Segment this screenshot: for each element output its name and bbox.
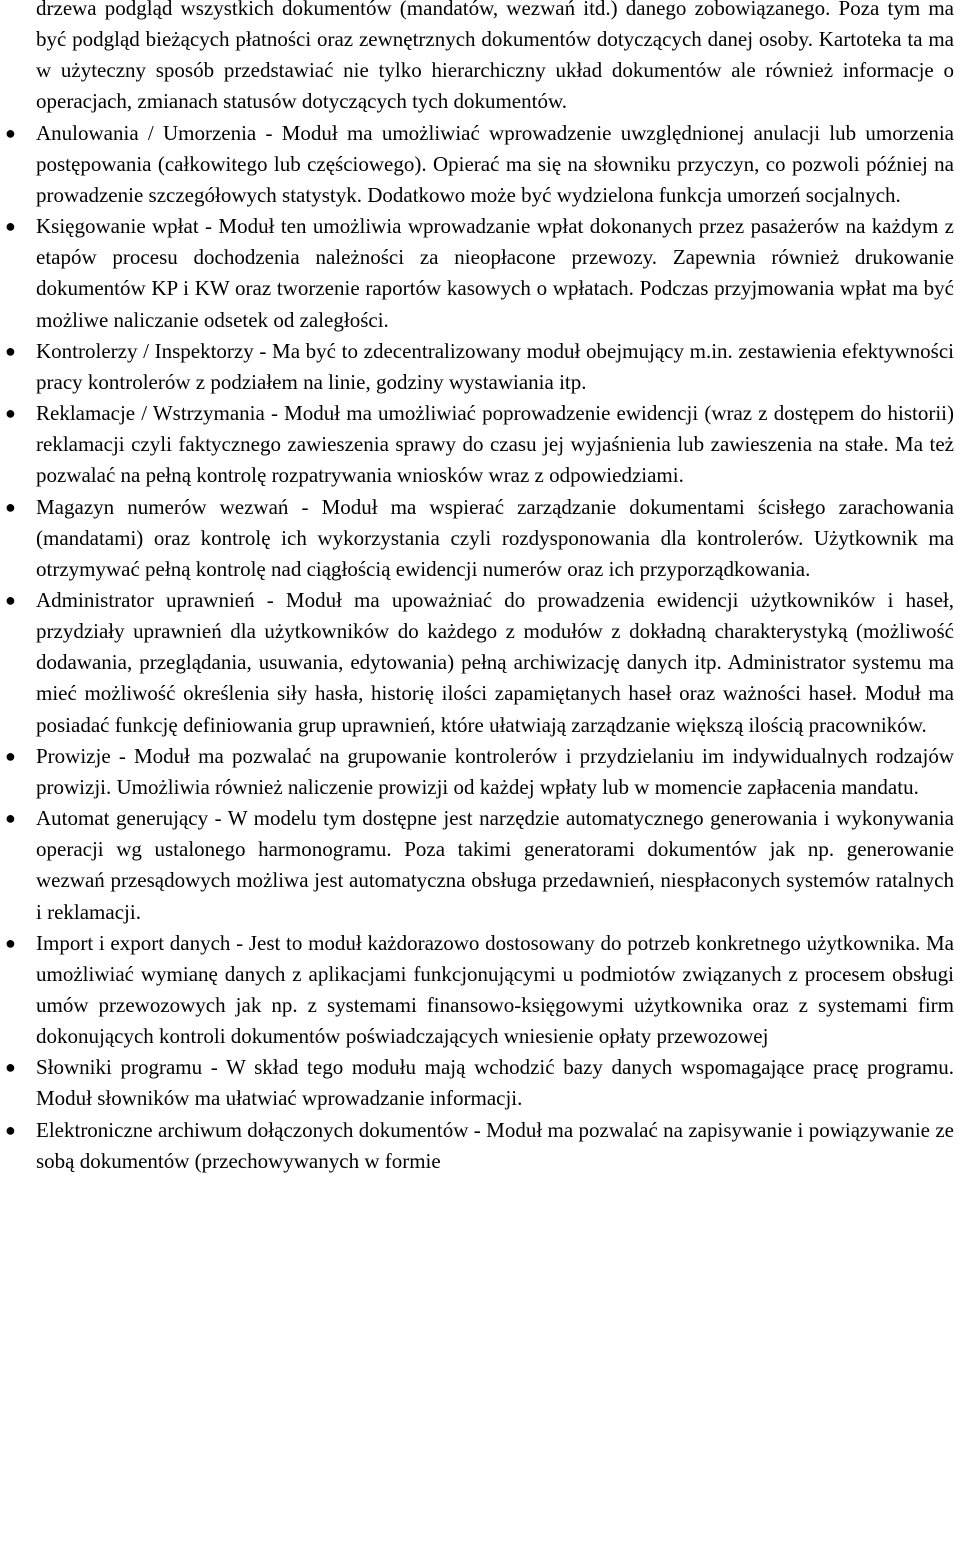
list-item-text: Magazyn numerów wezwań - Moduł ma wspierać zarządzanie dokumentami ścisłego zarachowania (mandatami) oraz kontrolę ich wykorzystania czyli rozdysponowania dla kontrolerów. Użytkownik ma otrzymywać pełną kontrolę nad ciągłością ewidencji numerów oraz ich przyporządkowania. xyxy=(36,494,954,581)
list-item-text: Import i export danych - Jest to moduł każdorazowo dostosowany do potrzeb konkretnego użytkownika. Ma umożliwiać wymianę danych z aplikacjami funkcjonującymi u podmiotów związanych z procesem obsługi umów przewozowych jak np. z systemami finansowo-księgowymi użytkownika oraz z systemami firm dokonujących kontroli dokumentów poświadczających wniesienie opłaty przewozowej xyxy=(36,930,954,1049)
bullet-icon: ● xyxy=(5,216,16,237)
list-item-kontrolerzy xyxy=(5,336,954,398)
bullet-icon: ● xyxy=(5,1119,16,1140)
bullet-icon: ● xyxy=(5,932,16,953)
list-item-administrator xyxy=(5,585,954,741)
list-item-slowniki xyxy=(5,1052,954,1114)
list-item-text: Kontrolerzy / Inspektorzy - Ma być to zdecentralizowany moduł obejmujący m.in. zestawienia efektywności pracy kontrolerów z podziałem na linie, godziny wystawiania itp. xyxy=(36,338,954,394)
bullet-icon: ● xyxy=(5,808,16,829)
list-item-text: Prowizje - Moduł ma pozwalać na grupowanie kontrolerów i przydzielaniu im indywidualnych rodzajów prowizji. Umożliwia również naliczenie prowizji od każdej wpłaty lub w momencie zapłacenia mandatu. xyxy=(36,743,954,799)
module-list xyxy=(5,118,954,1177)
bullet-icon: ● xyxy=(5,122,16,143)
intro-paragraph: drzewa podgląd wszystkich dokumentów (mandatów, wezwań itd.) danego zobowiązanego. Poza tym ma być podgląd bieżących płatności oraz zewnętrznych dokumentów dotyczących danej osoby. Kartoteka ta ma w użyteczny sposób przedstawiać nie tylko hierarchiczny układ dokumentów ale również informacje o operacjach, zmianach statusów dotyczących tych dokumentów. xyxy=(36,0,954,114)
list-item-prowizje xyxy=(5,741,954,803)
list-item-reklamacje xyxy=(5,398,954,491)
list-item-text: Elektroniczne archiwum dołączonych dokumentów - Moduł ma pozwalać na zapisywanie i powiązywanie ze sobą dokumentów (przechowywanych w formie xyxy=(36,1117,954,1173)
list-item-magazyn xyxy=(5,492,954,585)
list-item-text: Słowniki programu - W skład tego modułu mają wchodzić bazy danych wspomagające pracę programu. Moduł słowników ma ułatwiać wprowadzanie informacji. xyxy=(36,1055,954,1111)
bullet-icon: ● xyxy=(5,403,16,424)
bullet-icon: ● xyxy=(5,745,16,766)
list-item-automat xyxy=(5,803,954,928)
list-item-text: Anulowania / Umorzenia - Moduł ma umożliwiać wprowadzenie uwzględnionej anulacji lub umorzenia postępowania (całkowitego lub częściowego). Opierać ma się na słowniku przyczyn, co pozwoli później na prowadzenie szczegółowych statystyk. Dodatkowo może być wydzielona funkcja umorzeń socjalnych. xyxy=(36,120,954,207)
bullet-icon: ● xyxy=(5,496,16,517)
list-item-anulowania xyxy=(5,118,954,211)
bullet-icon: ● xyxy=(5,340,16,361)
bullet-icon: ● xyxy=(5,589,16,610)
list-item-archiwum xyxy=(5,1115,954,1177)
list-item-text: Administrator uprawnień - Moduł ma upoważniać do prowadzenia ewidencji użytkowników i haseł, przydziały uprawnień dla użytkowników do każdego z modułów z dokładną charakterystyką (możliwość dodawania, przeglądania, usuwania, edytowania) pełną archiwizację danych itp. Administrator systemu ma mieć możliwość określenia siły hasła, historię ilości zapamiętanych haseł oraz ważności haseł. Moduł ma posiadać funkcję definiowania grup uprawnień, które ułatwiają zarządzanie większą ilością pracowników. xyxy=(36,587,954,737)
list-item-text: Księgowanie wpłat - Moduł ten umożliwia wprowadzanie wpłat dokonanych przez pasażerów na każdym z etapów procesu dochodzenia należności za nieopłacone przewozy. Zapewnia również drukowanie dokumentów KP i KW oraz tworzenie raportów kasowych o wpłatach. Podczas przyjmowania wpłat ma być możliwe naliczanie odsetek od zaległości. xyxy=(36,214,954,332)
list-item-text: Reklamacje / Wstrzymania - Moduł ma umożliwiać poprowadzenie ewidencji (wraz z dostępem do historii) reklamacji czyli faktycznego zawieszenia sprawy do czasu jej wyjaśnienia lub zawieszenia na stałe. Ma też pozwalać na pełną kontrolę rozpatrywania wniosków wraz z odpowiedziami. xyxy=(36,401,954,488)
list-item-text: Automat generujący - W modelu tym dostępne jest narzędzie automatycznego generowania i wykonywania operacji wg ustalonego harmonogramu. Poza takimi generatorami dokumentów jak np. generowanie wezwań przesądowych możliwa jest automatyczna obsługa przedawnień, niespłaconych systemów ratalnych i reklamacji. xyxy=(36,806,954,924)
bullet-icon: ● xyxy=(5,1057,16,1078)
list-item-ksiegowanie xyxy=(5,211,954,336)
list-item-import-export xyxy=(5,928,954,1053)
